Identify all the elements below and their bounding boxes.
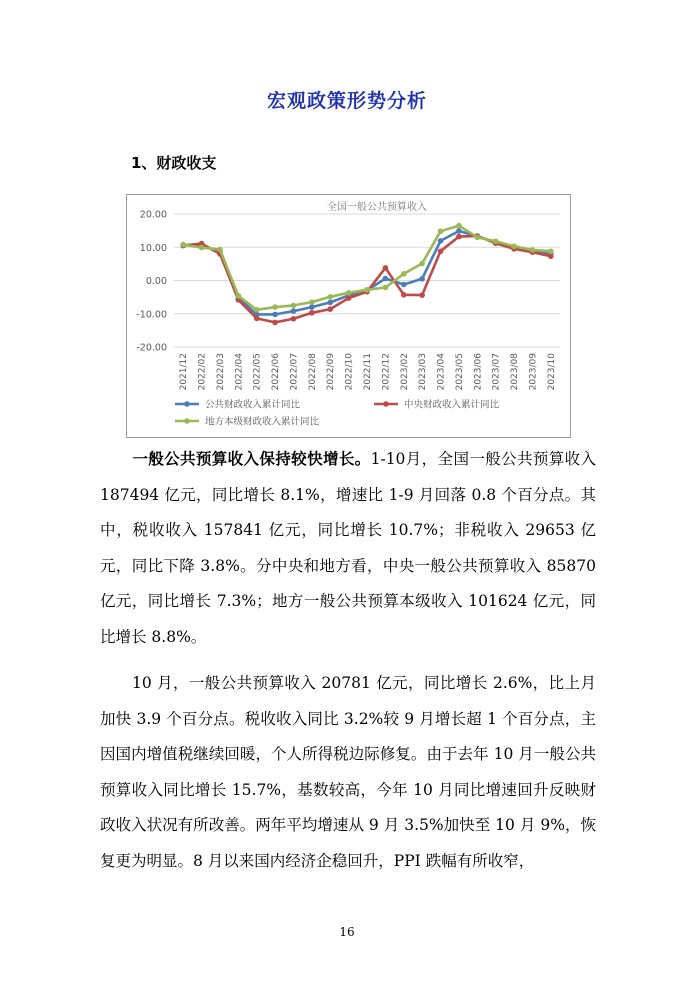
series-1-point: [327, 300, 333, 306]
series-2-point: [401, 292, 407, 298]
series-1-point: [456, 228, 462, 234]
page-number: 16: [339, 925, 355, 939]
series-3-point: [291, 303, 297, 309]
series-2-point: [548, 253, 554, 259]
x-tick-label: 2023/09: [528, 353, 539, 391]
series-1-point: [419, 276, 425, 282]
series-3-point: [217, 247, 223, 253]
series-3-point: [309, 299, 315, 305]
x-tick-label: 2022/02: [197, 353, 208, 391]
series-1-point: [291, 308, 297, 314]
legend-label: 地方本级财政收入累计同比: [205, 416, 320, 428]
series-3-point: [401, 271, 407, 277]
series-3-point: [438, 228, 444, 234]
x-tick-label: 2022/12: [381, 353, 392, 391]
x-tick-label: 2023/06: [473, 353, 484, 391]
series-2-point: [419, 292, 425, 298]
x-tick-label: 2022/06: [271, 353, 282, 391]
series-3-point: [383, 285, 389, 291]
series-2-point: [456, 234, 462, 240]
legend-swatch-marker: [184, 401, 190, 407]
series-3-point: [327, 294, 333, 300]
chart-title: 全国一般公共预算收入: [327, 202, 427, 213]
series-3-point: [419, 261, 425, 267]
series-1-point: [438, 238, 444, 244]
series-3-point: [364, 287, 370, 293]
series-2-point: [291, 316, 297, 322]
series-2-point: [383, 265, 389, 271]
revenue-chart: [126, 194, 571, 438]
series-2-point: [309, 310, 315, 316]
x-tick-label: 2022/08: [307, 353, 318, 391]
legend-swatch-marker: [383, 401, 389, 407]
series-3-point: [474, 234, 480, 240]
y-tick-label: -20.00: [136, 342, 167, 354]
series-3-point: [272, 304, 278, 310]
series-1-point: [309, 304, 315, 310]
x-tick-label: 2023/02: [399, 353, 410, 391]
section-heading: 1、财政收支: [131, 154, 217, 172]
x-tick-label: 2023/08: [510, 353, 521, 391]
legend-swatch-marker: [184, 418, 190, 424]
paragraph-2: [100, 666, 596, 880]
x-tick-label: 2022/03: [215, 353, 226, 391]
x-tick-label: 2022/11: [363, 353, 373, 391]
paragraph-1-lead: 一般公共预算收入保持较快增长。: [132, 450, 371, 468]
y-tick-label: 0.00: [145, 276, 167, 287]
series-2-point: [254, 316, 260, 322]
y-tick-label: 10.00: [139, 242, 167, 254]
series-3-point: [456, 223, 462, 229]
series-3-point: [254, 307, 260, 313]
series-3-point: [511, 243, 517, 249]
series-2-point: [327, 306, 333, 312]
page-title: 宏观政策形势分析: [266, 90, 427, 112]
x-tick-label: 2022/04: [234, 353, 245, 391]
series-1-point: [272, 312, 278, 318]
series-3-point: [180, 242, 186, 248]
series-3-point: [199, 245, 205, 251]
x-tick-label: 2023/05: [454, 353, 465, 391]
x-tick-label: 2023/04: [436, 353, 447, 391]
series-1-point: [383, 276, 389, 282]
series-3-point: [346, 290, 352, 296]
series-3-point: [548, 248, 554, 254]
x-tick-label: 2023/07: [491, 353, 502, 391]
series-1-point: [401, 282, 407, 288]
x-tick-label: 2022/07: [289, 353, 300, 391]
x-tick-label: 2022/09: [326, 353, 337, 391]
series-2-point: [438, 248, 444, 254]
chart-svg: [127, 195, 570, 437]
x-tick-label: 2023/03: [418, 353, 429, 391]
series-3-point: [236, 293, 242, 299]
series-2-point: [346, 295, 352, 301]
series-2-point: [272, 320, 278, 326]
x-tick-label: 2021/12: [179, 353, 190, 391]
x-tick-label: 2023/10: [546, 353, 557, 391]
paragraph-1: [100, 442, 596, 656]
paragraph-2-body: 10 月，一般公共预算收入 20781 亿元，同比增长 2.6%，比上月加快 3.9 个百分点。税收收入同比 3.2%较 9 月增长超 1 个百分点，主因国内增值税继续回暖，个人所得税边际修复。由于去年 10 月一般公共预算收入同比增长 15.7%，基数较高，今年 10 月同比增速回升反映财政收入状况有所改善。两年平均增速从 9 月 3.5%加快至 10 月 9%，恢复更为明显。8 月以来国内经济企稳回升，PPI 跌幅有所收窄，: [100, 674, 596, 870]
x-tick-label: 2022/10: [344, 353, 355, 391]
y-tick-label: 20.00: [139, 209, 167, 221]
series-3-point: [530, 247, 536, 253]
legend-label: 中央财政收入累计同比: [404, 399, 500, 411]
legend-label: 公共财政收入累计同比: [205, 399, 301, 411]
series-line-2: [183, 236, 551, 323]
y-tick-label: -10.00: [136, 309, 167, 321]
x-tick-label: 2022/05: [252, 353, 263, 391]
paragraph-1-body: 1-10月，全国一般公共预算收入 187494 亿元，同比增长 8.1%，增速比 1-9 月回落 0.8 个百分点。其中，税收收入 157841 亿元，同比增长 10.7%；非税收入 29653 亿元，同比下降 3.8%。分中央和地方看，中央一般公共预算收入 85870 亿元，同比增长 7.3%；地方一般公共预算本级收入 101624 亿元，同比增长 8.8%。: [100, 450, 596, 646]
series-3-point: [493, 238, 499, 244]
